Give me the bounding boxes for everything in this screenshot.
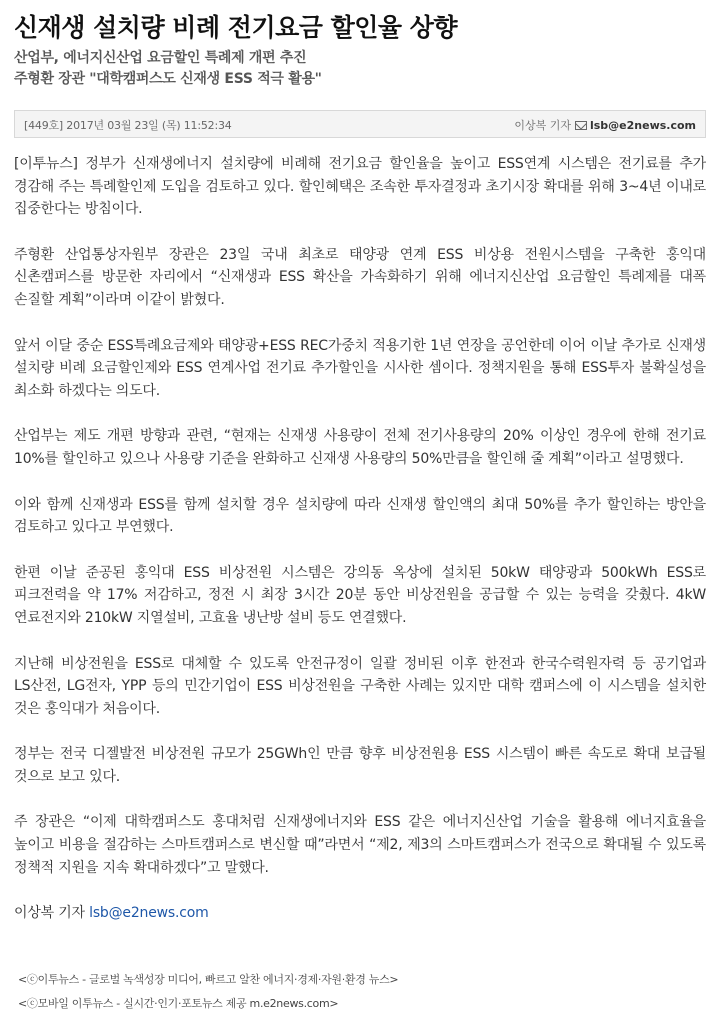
article-paragraph: 정부는 전국 디젤발전 비상전원 규모가 25GWh인 만큼 향후 비상전원용 ESS 시스템이 빠른 속도로 확대 보급될 것으로 보고 있다. [14, 746, 706, 785]
mail-icon[interactable] [575, 121, 587, 130]
issue-date: [449호] 2017년 03월 23일 (목) 11:52:34 [24, 119, 232, 132]
article-paragraph: 지난해 비상전원을 ESS로 대체할 수 있도록 안전규정이 일괄 정비된 이후 한전과 한국수력원자력 등 공기업과 LS산전, LG전자, YPP 등의 민간기업이 ESS 비상전원을 구축한 사례는 있지만 대학 캠퍼스에 이 시스템을 설치한 것은 홍익대가 처음이다. [14, 655, 706, 717]
article-subheadline-2: 주형환 장관 "대학캠퍼스도 신재생 ESS 적극 활용" [14, 71, 322, 87]
article-paragraph: 주 장관은 “이제 대학캠퍼스도 홍대처럼 신재생에너지와 ESS 같은 에너지신산업 기술을 활용해 에너지효율을 높이고 비용을 절감하는 스마트캠퍼스로 변신할 때”라면서 “제2, 제3의 스마트캠퍼스가 전국으로 확대될 수 있도록 정책적 지원을 지속 확대하겠다”고 말했다. [14, 814, 706, 876]
byline-email-link[interactable]: lsb@e2news.com [89, 905, 209, 922]
article-meta-bar [14, 110, 706, 138]
article-paragraph: [이투뉴스] 정부가 신재생에너지 설치량에 비례해 전기요금 할인율을 높이고 ESS연계 시스템은 전기료를 추가 경감해 주는 특례할인제 도입을 검토하고 있다. 할인혜택은 조속한 투자결정과 초기시장 확대를 위해 3~4년 이내로 집중한다는 방침이다. [14, 156, 706, 218]
article-paragraph: 앞서 이달 중순 ESS특례요금제와 태양광+ESS REC가중치 적용기한 1년 연장을 공언한데 이어 이날 추가로 신재생 설치량 비례 요금할인제와 ESS 연계사업 전기료 추가할인을 시사한 셈이다. 정책지원을 통해 ESS투자 불확실성을 최소화 하겠다는 의도다. [14, 337, 706, 399]
byline-reporter: 이상복 기자 [14, 905, 85, 922]
footer-copyright-web: <ⓒ이투뉴스 - 글로벌 녹색성장 미디어, 빠르고 알찬 에너지·경제·자원·환경 뉴스> [18, 973, 399, 986]
reporter-info [514, 117, 696, 133]
reporter-email-link[interactable]: lsb@e2news.com [589, 118, 696, 132]
article-subheadline-1: 산업부, 에너지신산업 요금할인 특례제 개편 추진 [14, 50, 307, 66]
article-byline [14, 902, 706, 925]
article-body [14, 153, 706, 925]
article-paragraph: 주형환 산업통상자원부 장관은 23일 국내 최초로 태양광 연계 ESS 비상용 전원시스템을 구축한 홍익대 신촌캠퍼스를 방문한 자리에서 “신재생과 ESS 확산을 가속화하기 위해 에너지신산업 요금할인 특례제를 대폭 손질할 계획”이라며 이같이 밝혔다. [14, 246, 706, 308]
article-headline: 신재생 설치량 비례 전기요금 할인율 상향 [14, 13, 458, 42]
article-paragraph: 산업부는 제도 개편 방향과 관련, “현재는 신재생 사용량이 전체 전기사용량의 20% 이상인 경우에 한해 전기료 10%를 할인하고 있으나 사용량 기준을 완화하고 신재생 사용량의 50%만큼을 할인해 줄 계획”이라고 설명했다. [14, 428, 706, 467]
article-paragraph: 이와 함께 신재생과 ESS를 함께 설치할 경우 설치량에 따라 신재생 할인액의 최대 50%를 추가 할인하는 방안을 검토하고 있다고 부연했다. [14, 496, 706, 536]
article-paragraph: 한편 이날 준공된 홍익대 ESS 비상전원 시스템은 강의동 옥상에 설치된 50kW 태양광과 500kWh ESS로 피크전력을 약 17% 저감하고, 정전 시 최장 3시간 20분 동안 비상전원을 공급할 수 있는 능력을 갖췄다. 4kW 연료전지와 210kW 지열설비, 고효율 냉난방 설비 등도 연결했다. [14, 564, 706, 626]
reporter-name: 이상복 기자 [514, 119, 571, 132]
footer-copyright-mobile: <ⓒ모바일 이투뉴스 - 실시간·인기·포토뉴스 제공 m.e2news.com> [18, 997, 339, 1010]
